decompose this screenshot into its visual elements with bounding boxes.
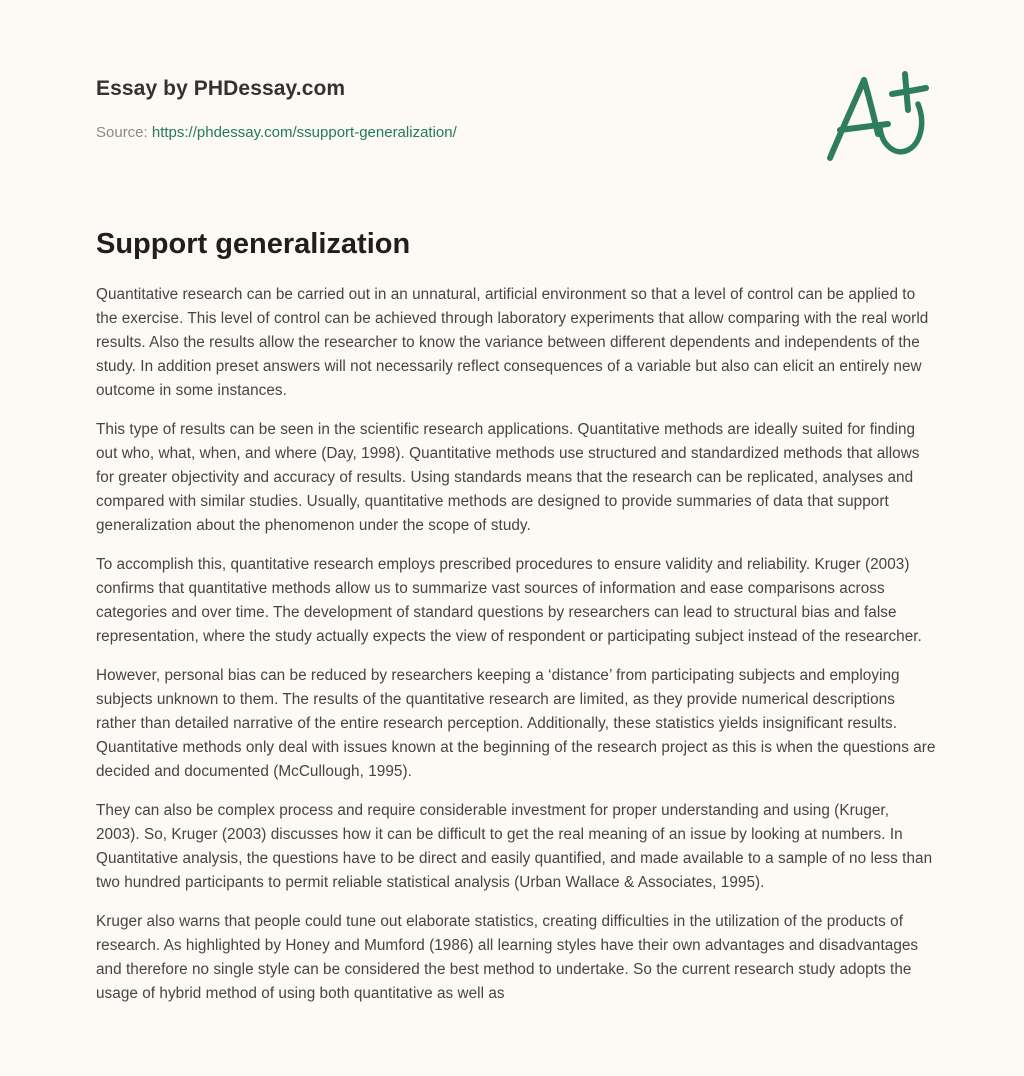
paragraph: To accomplish this, quantitative research employs prescribed procedures to ensure validity and reliability. Kruger (2003) confirms that quantitative methods allow us to summarize vast sources of information and ease comparisons across categories and over time. The development of standard questions by researchers can lead to structural bias and false representation, where the study actually expects the view of respondent or participating subject instead of the researcher. [96,556,922,645]
essay-header [96,74,796,143]
paragraph: This type of results can be seen in the scientific research applications. Quantitative methods are ideally suited for finding out who, what, when, and where (Day, 1998). Quantitative methods use structured and standardized methods that allows for greater objectivity and accuracy of results. Using standards means that the research can be replicated, analyses and compared with similar studies. Usually, quantitative methods are designed to provide summaries of data that support generalization about the phenomenon under the scope of study. [96,421,920,534]
source-link[interactable]: https://phdessay.com/ssupport-generalization/ [151,124,457,141]
site-title: Essay by PHDessay.com [96,77,346,100]
paragraph: Quantitative research can be carried out in an unnatural, artificial environment so that a level of control can be applied to the exercise. This level of control can be achieved through laboratory experiments that allow comparing with the real world results. Also the results allow the researcher to know the variance between different dependents and independents of the study. In addition preset answers will not necessarily reflect consequences of a variable but also can elicit an entirely new outcome in some instances. [96,286,929,399]
paragraph: Kruger also warns that people could tune out elaborate statistics, creating difficulties in the utilization of the products of research. As highlighted by Honey and Mumford (1986) all learning styles have their own advantages and disadvantages and therefore no single style can be considered the best method to undertake. So the current research study adopts the usage of hybrid method of using both quantitative as well as [96,913,919,1002]
paragraph: They can also be complex process and require considerable investment for proper understanding and using (Kruger, 2003). So, Kruger (2003) discusses how it can be difficult to get the real meaning of an issue by looking at numbers. In Quantitative analysis, the questions have to be direct and easily quantified, and made available to a sample of no less than two hundred participants to permit reliable statistical analysis (Urban Wallace & Associates, 1995). [96,802,933,891]
paragraph: However, personal bias can be reduced by researchers keeping a ‘distance’ from participating subjects and employing subjects unknown to them. The results of the quantitative research are limited, as they provide numerical descriptions rather than detailed narrative of the entire research perception. Additionally, these statistics yields insignificant results. Quantitative methods only deal with issues known at the beginning of the research project as this is when the questions are decided and documented (McCullough, 1995). [96,667,936,780]
essay-content [96,224,936,1021]
source-line [96,123,796,143]
a-plus-grade-icon [818,66,936,166]
page-title: Support generalization [96,228,411,260]
source-label: Source: [96,124,148,141]
